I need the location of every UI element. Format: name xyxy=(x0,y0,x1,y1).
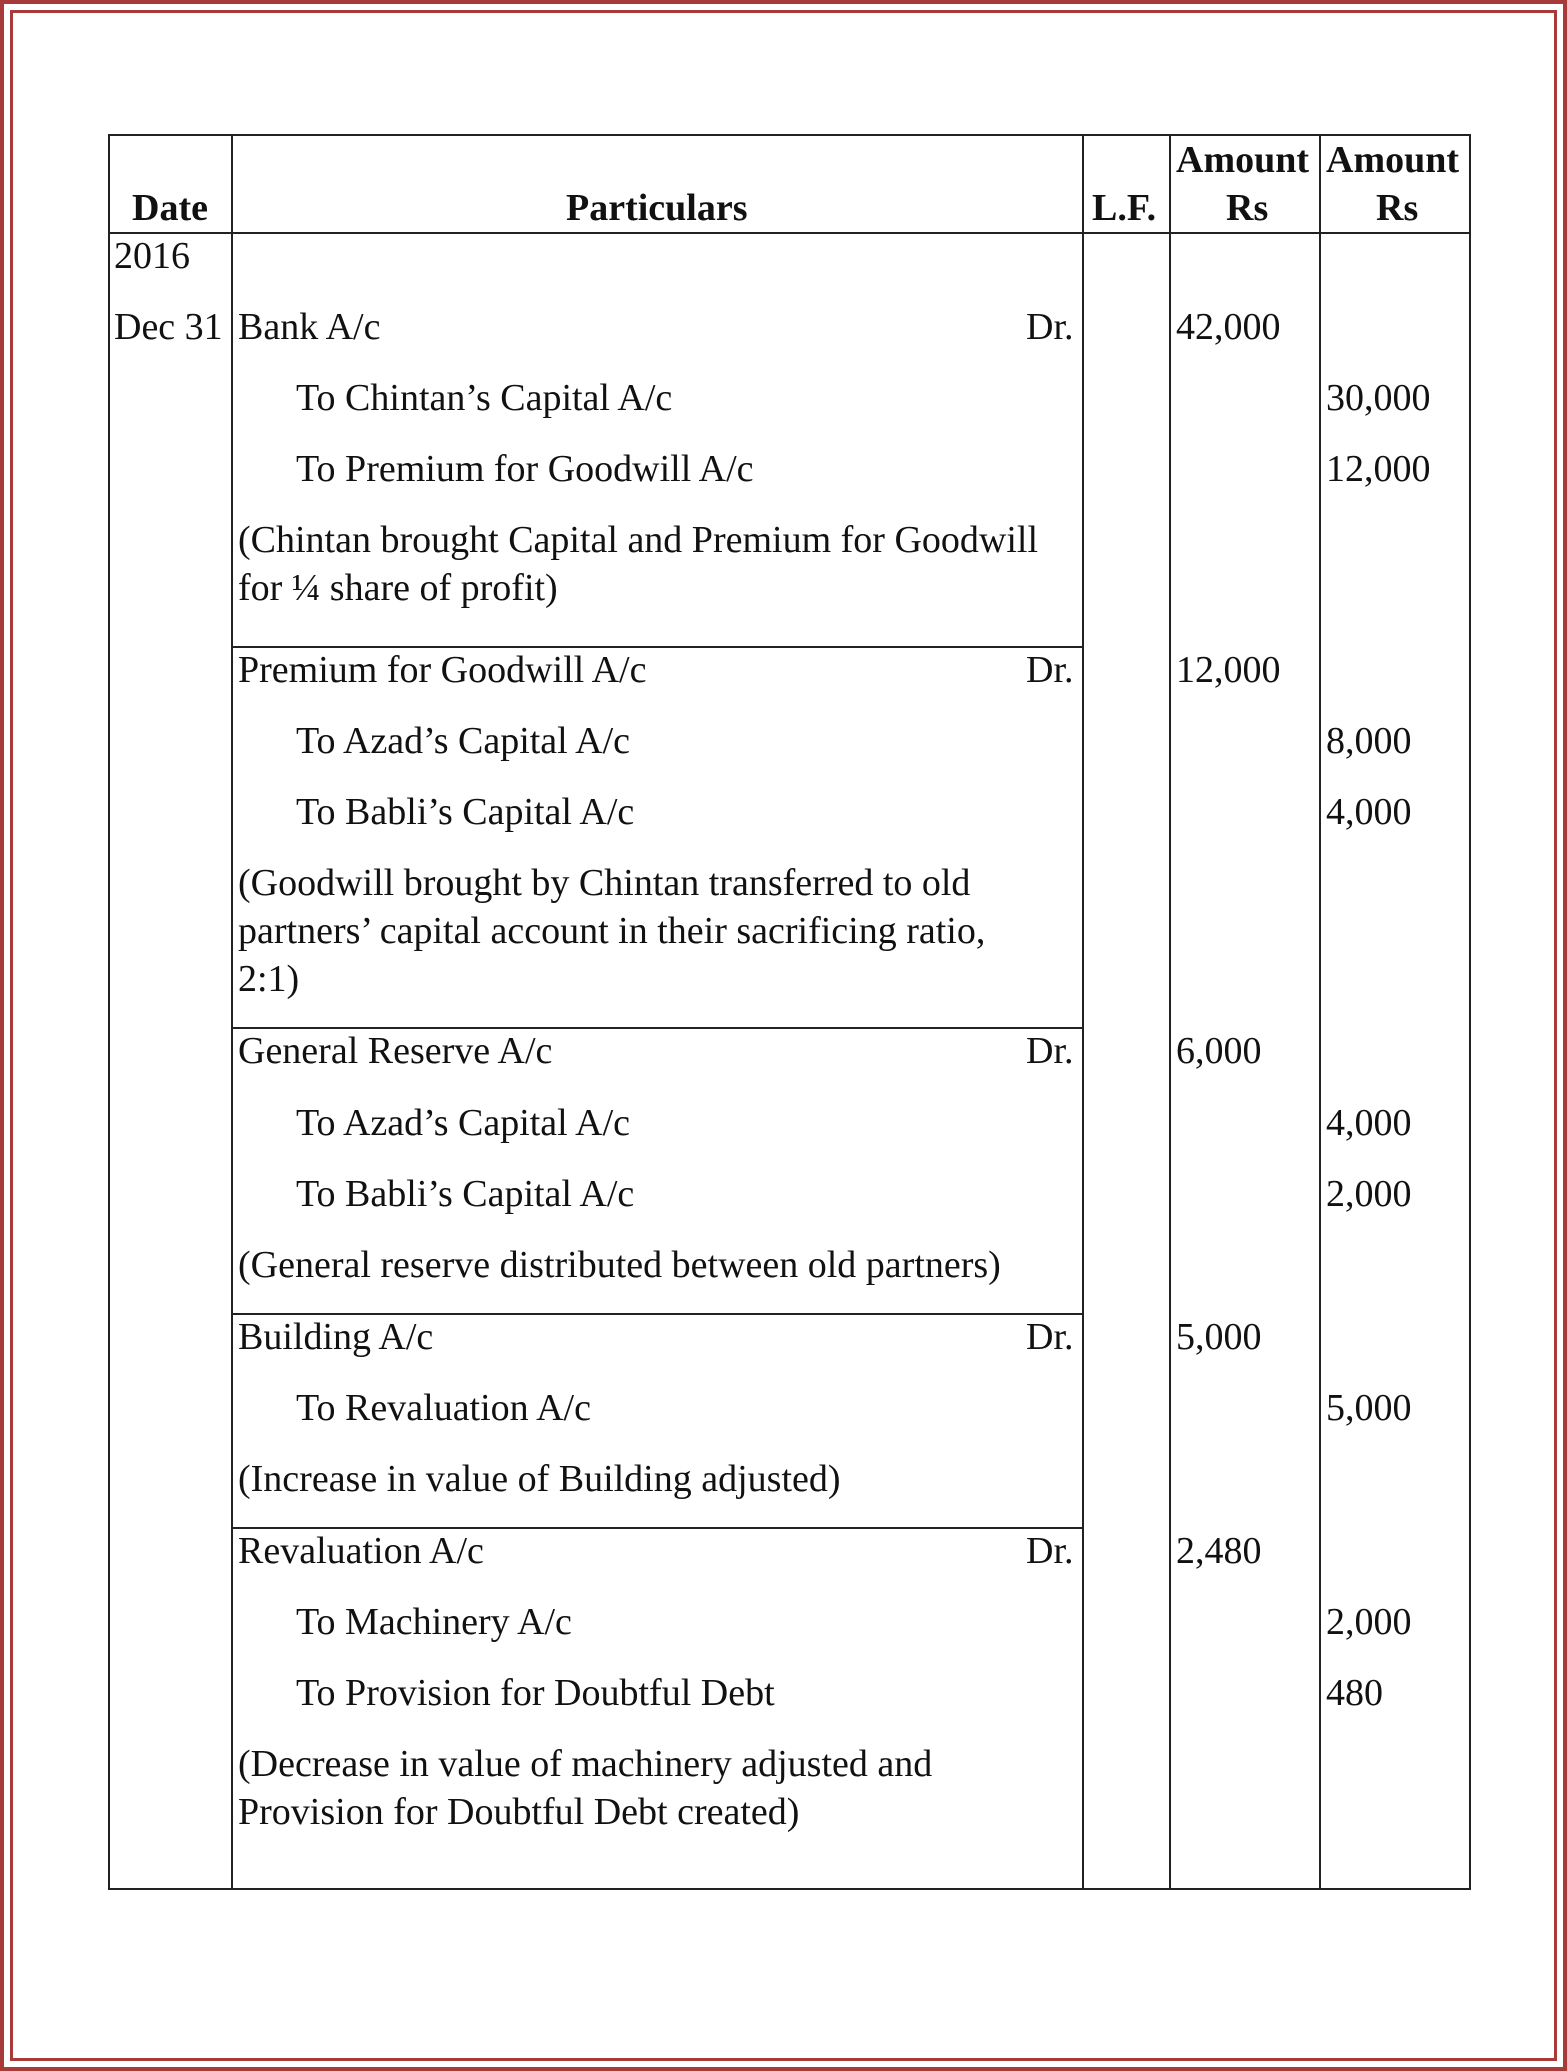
narration-line: (General reserve distributed between old partners) xyxy=(238,1244,1001,1286)
header-debit-currency: Rs xyxy=(1226,187,1269,229)
header-rule xyxy=(108,232,1471,234)
credit-amount: 2,000 xyxy=(1326,1601,1412,1643)
dr-marker: Dr. xyxy=(1026,1030,1074,1072)
debit-amount: 6,000 xyxy=(1176,1030,1262,1072)
dr-marker: Dr. xyxy=(1026,1530,1074,1572)
credit-amount: 12,000 xyxy=(1326,448,1431,490)
credit-account: To Chintan’s Capital A/c xyxy=(296,377,673,419)
dr-marker: Dr. xyxy=(1026,306,1074,348)
table-border-right xyxy=(1469,134,1471,1890)
credit-account: To Provision for Doubtful Debt xyxy=(296,1672,775,1714)
credit-amount: 30,000 xyxy=(1326,377,1431,419)
narration-line: Provision for Doubtful Debt created) xyxy=(238,1791,800,1833)
credit-account: To Azad’s Capital A/c xyxy=(296,720,631,762)
header-credit-amount: Amount xyxy=(1326,139,1460,181)
narration-line: (Decrease in value of machinery adjusted and xyxy=(238,1743,933,1785)
header-date: Date xyxy=(132,187,208,229)
lf-column-rule xyxy=(1169,134,1171,1890)
entry-date: Dec 31 xyxy=(114,306,223,348)
dr-marker: Dr. xyxy=(1026,1316,1074,1358)
table-border-left xyxy=(108,134,110,1890)
particulars-column-rule xyxy=(1082,134,1084,1890)
debit-amount: 2,480 xyxy=(1176,1530,1262,1572)
header-debit-amount: Amount xyxy=(1176,139,1310,181)
journal-table xyxy=(108,134,1471,1890)
table-border-bottom xyxy=(108,1888,1471,1890)
credit-amount: 8,000 xyxy=(1326,720,1412,762)
narration-line: partners’ capital account in their sacrificing ratio, xyxy=(238,910,986,952)
credit-account: To Revaluation A/c xyxy=(296,1387,591,1429)
header-credit-currency: Rs xyxy=(1376,187,1419,229)
debit-amount: 5,000 xyxy=(1176,1316,1262,1358)
credit-account: To Premium for Goodwill A/c xyxy=(296,448,754,490)
credit-amount: 4,000 xyxy=(1326,791,1412,833)
credit-account: To Babli’s Capital A/c xyxy=(296,791,635,833)
credit-amount: 2,000 xyxy=(1326,1173,1412,1215)
narration-line: (Goodwill brought by Chintan transferred to old xyxy=(238,862,971,904)
narration-line: 2:1) xyxy=(238,958,300,1000)
debit-account: Premium for Goodwill A/c xyxy=(238,649,647,691)
header-particulars: Particulars xyxy=(566,187,748,229)
narration-line: (Chintan brought Capital and Premium for Goodwill xyxy=(238,519,1039,561)
dr-marker: Dr. xyxy=(1026,649,1074,691)
date-column-rule xyxy=(231,134,233,1890)
narration-line: for ¼ share of profit) xyxy=(238,567,558,609)
debit-account: Building A/c xyxy=(238,1316,434,1358)
entry-year: 2016 xyxy=(114,235,190,277)
credit-amount: 480 xyxy=(1326,1672,1383,1714)
credit-amount: 5,000 xyxy=(1326,1387,1412,1429)
credit-account: To Machinery A/c xyxy=(296,1601,572,1643)
debit-amount-column-rule xyxy=(1319,134,1321,1890)
debit-account: General Reserve A/c xyxy=(238,1030,553,1072)
debit-amount: 12,000 xyxy=(1176,649,1281,691)
debit-account: Revaluation A/c xyxy=(238,1530,484,1572)
header-lf: L.F. xyxy=(1092,187,1157,229)
credit-account: To Babli’s Capital A/c xyxy=(296,1173,635,1215)
credit-account: To Azad’s Capital A/c xyxy=(296,1102,631,1144)
narration-line: (Increase in value of Building adjusted) xyxy=(238,1458,841,1500)
credit-amount: 4,000 xyxy=(1326,1102,1412,1144)
debit-account: Bank A/c xyxy=(238,306,381,348)
debit-amount: 42,000 xyxy=(1176,306,1281,348)
